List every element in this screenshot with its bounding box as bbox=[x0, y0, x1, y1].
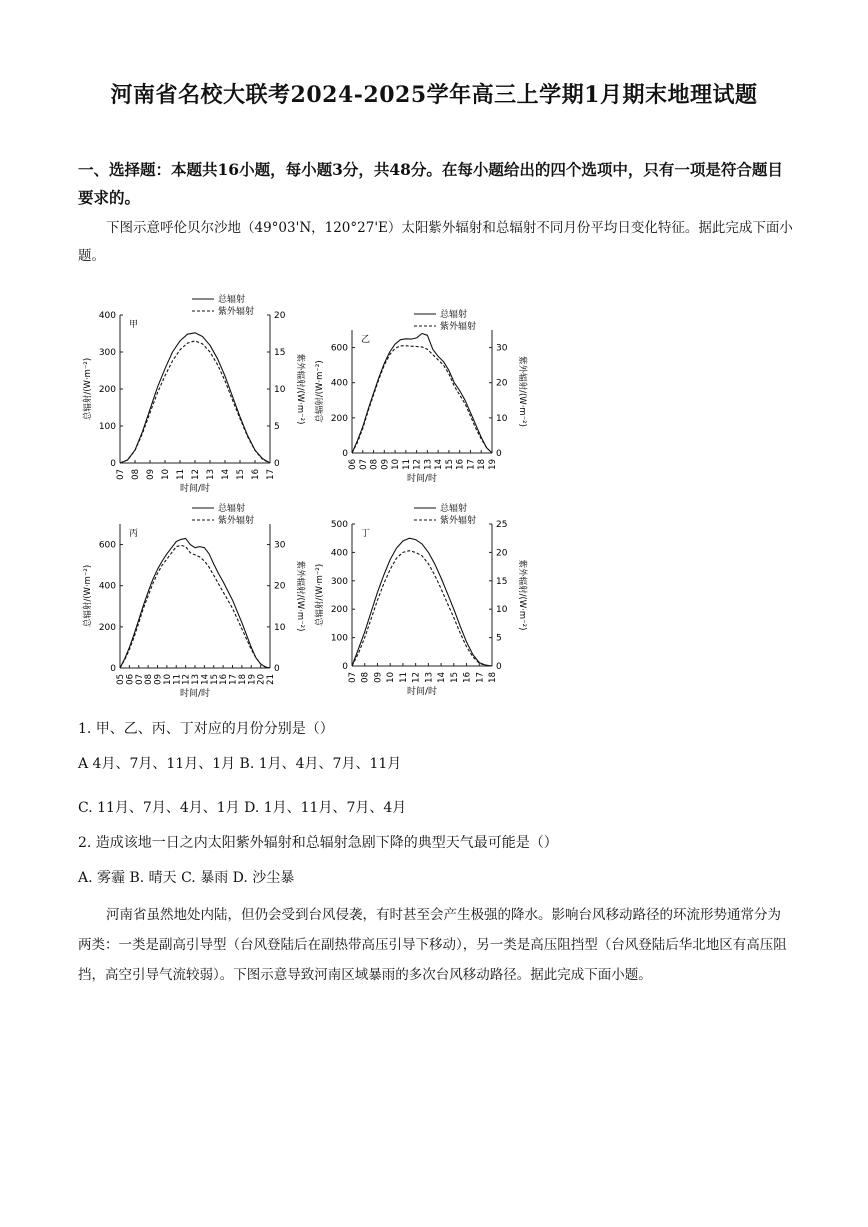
left-tick-label: 0 bbox=[342, 662, 348, 672]
x-tick-label: 17 bbox=[475, 672, 486, 683]
x-tick-label: 08 bbox=[144, 674, 155, 685]
right-tick-label: 0 bbox=[496, 662, 502, 672]
right-tick-label: 10 bbox=[274, 385, 286, 395]
x-tick-label: 15 bbox=[209, 674, 220, 685]
intro-paragraph-1: 下图示意呼伦贝尔沙地（49°03'N，120°27'E）太阳紫外辐射和总辐射不同月份平均日变化特征。据此完成下面小题。 bbox=[78, 220, 793, 264]
right-tick-label: 30 bbox=[496, 343, 508, 354]
x-tick-label: 17 bbox=[466, 459, 477, 470]
chart-panel-bing bbox=[82, 502, 306, 699]
x-tick-label: 12 bbox=[411, 672, 422, 683]
series-line-total bbox=[120, 538, 270, 668]
legend-label-uv: 紫外辐射 bbox=[440, 516, 477, 526]
x-tick-label: 09 bbox=[380, 459, 391, 470]
x-tick-label: 07 bbox=[116, 469, 126, 480]
left-tick-label: 200 bbox=[330, 413, 348, 424]
question-2-options: A. 雾霾 B. 晴天 C. 暴雨 D. 沙尘暴 bbox=[78, 870, 295, 886]
left-tick-label: 200 bbox=[98, 622, 116, 633]
intro-paragraph-2: 河南省虽然地处内陆，但仍会受到台风侵袭，有时甚至会产生极强的降水。影响台风移动路径的环流形势通常分为两类：一类是副高引导型（台风登陆后在副热带高压引导下移动），另一类是高压阻挡型（台风登陆后华北地区有高压阻挡，高空引导气流较弱）。下图示意导致河南区域暴雨的多次台风移动路径。据此完成下面小题。 bbox=[78, 907, 787, 983]
series-line-total bbox=[120, 333, 270, 463]
x-tick-label: 17 bbox=[266, 469, 276, 480]
legend-label-total: 总辐射 bbox=[440, 310, 468, 320]
series-line-total bbox=[352, 334, 492, 454]
x-tick-label: 07 bbox=[348, 672, 358, 683]
left-axis-title: 总辐射/(W·m⁻²) bbox=[315, 563, 325, 627]
x-tick-label: 10 bbox=[162, 674, 173, 685]
section-heading: 一、选择题：本题共16小题，每小题3分，共48分。在每小题给出的四个选项中，只有一项是符合题目要求的。 bbox=[78, 160, 783, 207]
x-tick-label: 11 bbox=[401, 459, 412, 470]
x-tick-label: 12 bbox=[191, 469, 201, 480]
right-tick-label: 15 bbox=[274, 348, 286, 358]
x-tick-label: 21 bbox=[266, 674, 276, 685]
legend-label-uv: 紫外辐射 bbox=[440, 322, 477, 332]
series-line-total bbox=[352, 538, 492, 666]
x-tick-label: 14 bbox=[437, 672, 448, 683]
x-tick-label: 07 bbox=[358, 459, 369, 470]
left-tick-label: 300 bbox=[330, 576, 348, 587]
right-tick-label: 20 bbox=[496, 548, 508, 559]
question-2: 2. 造成该地一日之内太阳紫外辐射和总辐射急剧下降的典型天气最可能是（） bbox=[78, 835, 558, 851]
x-tick-label: 11 bbox=[398, 672, 409, 683]
question-1: 1. 甲、乙、丙、丁对应的月份分别是（） bbox=[78, 721, 334, 737]
right-tick-label: 0 bbox=[274, 459, 280, 469]
x-tick-label: 17 bbox=[228, 674, 239, 685]
right-axis-title: 紫外辐射/(W·m⁻²) bbox=[517, 356, 527, 427]
x-tick-label: 15 bbox=[449, 672, 460, 683]
left-tick-label: 0 bbox=[342, 449, 348, 459]
x-tick-label: 10 bbox=[161, 469, 171, 480]
series-line-uv bbox=[352, 346, 492, 453]
x-tick-label: 08 bbox=[360, 672, 371, 683]
x-tick-label: 19 bbox=[247, 674, 258, 685]
left-tick-label: 600 bbox=[98, 540, 116, 551]
left-tick-label: 400 bbox=[330, 548, 348, 559]
x-tick-label: 09 bbox=[153, 674, 164, 685]
right-tick-label: 25 bbox=[496, 520, 508, 530]
x-tick-label: 06 bbox=[125, 674, 136, 685]
x-tick-label: 14 bbox=[221, 469, 231, 480]
x-tick-label: 07 bbox=[134, 674, 145, 685]
x-tick-label: 15 bbox=[236, 469, 246, 480]
left-tick-label: 400 bbox=[98, 311, 116, 321]
right-axis-title: 紫外辐射/(W·m⁻²) bbox=[517, 559, 527, 631]
x-tick-label: 13 bbox=[424, 672, 435, 683]
chart-panel-yi bbox=[314, 308, 528, 484]
left-tick-label: 400 bbox=[98, 581, 116, 592]
panel-label: 乙 bbox=[361, 335, 371, 345]
left-tick-label: 0 bbox=[110, 459, 116, 469]
left-tick-label: 500 bbox=[330, 520, 348, 530]
x-tick-label: 13 bbox=[423, 459, 434, 470]
x-tick-label: 18 bbox=[488, 672, 498, 683]
x-tick-label: 14 bbox=[200, 674, 211, 685]
right-tick-label: 30 bbox=[274, 540, 286, 551]
left-tick-label: 100 bbox=[98, 422, 116, 432]
left-axis-title: 总辐射/(W·m⁻²) bbox=[83, 564, 93, 628]
x-tick-label: 13 bbox=[206, 469, 216, 480]
question-1-options-ab: A 4月、7月、11月、1月 B. 1月、4月、7月、11月 bbox=[78, 756, 402, 772]
right-tick-label: 5 bbox=[274, 422, 280, 432]
x-axis-title: 时间/时 bbox=[406, 474, 438, 484]
x-tick-label: 18 bbox=[237, 674, 248, 685]
right-tick-label: 20 bbox=[274, 311, 286, 321]
right-tick-label: 15 bbox=[496, 576, 508, 587]
right-tick-label: 0 bbox=[274, 664, 280, 674]
legend-label-total: 总辐射 bbox=[218, 295, 246, 305]
x-tick-label: 20 bbox=[256, 674, 267, 685]
x-tick-label: 12 bbox=[181, 674, 192, 685]
right-axis-title: 紫外辐射/(W·m⁻²) bbox=[295, 353, 305, 425]
left-axis-title: 总辐射/(W·m⁻²) bbox=[315, 360, 325, 423]
x-tick-label: 13 bbox=[191, 674, 201, 685]
panel-label: 甲 bbox=[129, 320, 139, 330]
x-tick-label: 16 bbox=[219, 674, 230, 685]
legend-label-uv: 紫外辐射 bbox=[218, 516, 255, 526]
x-axis-title: 时间/时 bbox=[179, 689, 211, 699]
x-tick-label: 16 bbox=[251, 469, 261, 480]
x-axis-title: 时间/时 bbox=[179, 484, 211, 494]
left-tick-label: 200 bbox=[98, 385, 116, 395]
legend-label-total: 总辐射 bbox=[440, 504, 468, 514]
right-tick-label: 5 bbox=[496, 633, 502, 644]
x-tick-label: 09 bbox=[146, 469, 156, 480]
panel-label: 丁 bbox=[361, 529, 371, 539]
left-tick-label: 400 bbox=[330, 378, 348, 389]
left-tick-label: 200 bbox=[330, 605, 348, 616]
x-tick-label: 11 bbox=[176, 469, 186, 480]
x-tick-label: 08 bbox=[369, 459, 380, 470]
legend-label-total: 总辐射 bbox=[218, 504, 246, 514]
series-line-uv bbox=[120, 341, 270, 463]
x-tick-label: 10 bbox=[391, 459, 402, 470]
radiation-figure bbox=[80, 288, 800, 703]
right-tick-label: 20 bbox=[496, 378, 508, 389]
x-tick-label: 18 bbox=[477, 459, 488, 470]
x-tick-label: 16 bbox=[462, 672, 473, 683]
x-tick-label: 16 bbox=[455, 459, 466, 470]
question-1-options-cd: C. 11月、7月、4月、1月 D. 1月、11月、7月、4月 bbox=[78, 800, 407, 816]
right-tick-label: 10 bbox=[496, 413, 508, 424]
x-tick-label: 19 bbox=[488, 459, 498, 470]
x-tick-label: 06 bbox=[348, 459, 358, 470]
x-tick-label: 10 bbox=[386, 672, 397, 683]
x-tick-label: 08 bbox=[131, 469, 141, 480]
x-tick-label: 05 bbox=[116, 674, 126, 685]
x-tick-label: 15 bbox=[444, 459, 455, 470]
x-tick-label: 12 bbox=[412, 459, 423, 470]
left-axis-title: 总辐射/(W·m⁻²) bbox=[83, 357, 93, 421]
page-title: 河南省名校大联考2024-2025学年高三上学期1月期末地理试题 bbox=[110, 82, 758, 108]
right-tick-label: 10 bbox=[274, 622, 286, 633]
series-line-uv bbox=[352, 551, 492, 666]
chart-panel-jia bbox=[82, 293, 306, 494]
legend-label-uv: 紫外辐射 bbox=[218, 307, 255, 317]
x-tick-label: 11 bbox=[172, 674, 183, 685]
x-tick-label: 09 bbox=[373, 672, 384, 683]
left-tick-label: 0 bbox=[110, 664, 116, 674]
panel-label: 丙 bbox=[129, 529, 139, 539]
right-axis-title: 紫外辐射/(W·m⁻²) bbox=[295, 560, 305, 632]
left-tick-label: 300 bbox=[98, 348, 116, 358]
right-tick-label: 10 bbox=[496, 605, 508, 616]
right-tick-label: 20 bbox=[274, 581, 286, 592]
chart-panel-ding bbox=[314, 502, 528, 697]
x-axis-title: 时间/时 bbox=[406, 687, 438, 697]
right-tick-label: 0 bbox=[496, 449, 502, 459]
left-tick-label: 100 bbox=[330, 633, 348, 644]
x-tick-label: 14 bbox=[434, 459, 445, 470]
left-tick-label: 600 bbox=[330, 343, 348, 354]
